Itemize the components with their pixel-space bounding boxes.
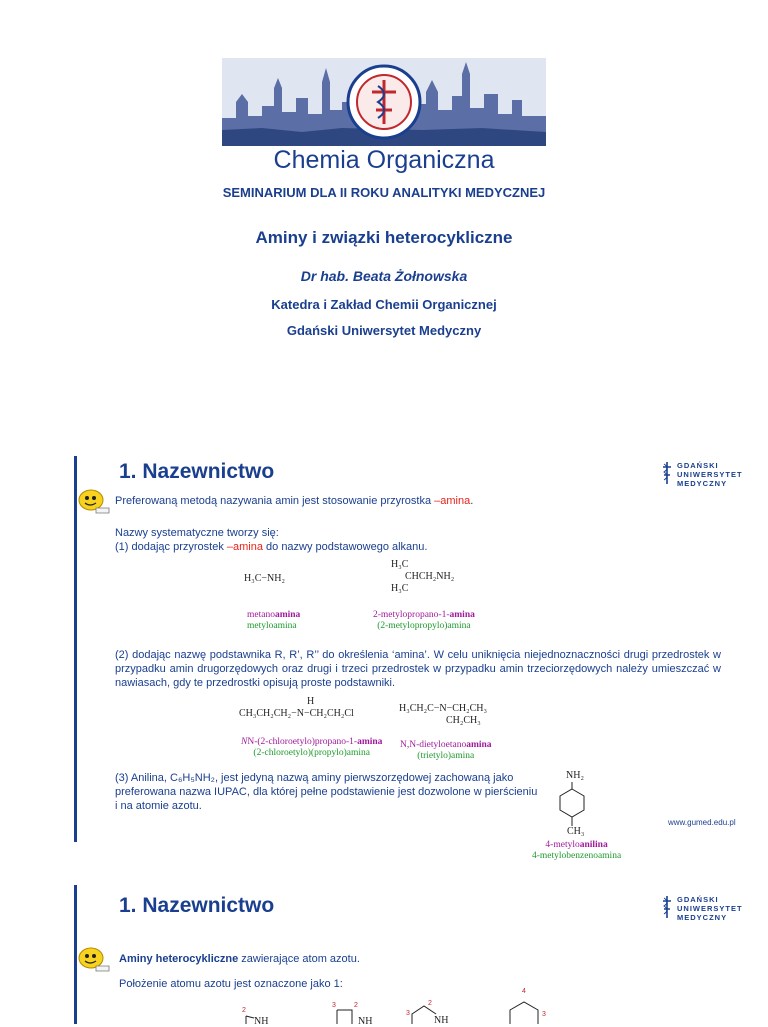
mol4-bottom-group: CH₂CH₃ bbox=[446, 715, 481, 726]
city-skyline-banner bbox=[222, 58, 546, 146]
university-logo bbox=[662, 895, 743, 922]
molecule-4-names bbox=[400, 740, 492, 762]
seminar-subtitle: SEMINARIUM DLA II ROKU ANALITYKI MEDYCZNEJ bbox=[222, 185, 546, 200]
svg-text:3: 3 bbox=[542, 1011, 546, 1018]
logo-line-3: MEDYCZNY bbox=[677, 913, 728, 922]
svg-text:2: 2 bbox=[428, 1000, 432, 1007]
systematic-intro: Nazwy systematyczne tworzy się: bbox=[115, 527, 279, 539]
nitrogen-position-note: Położenie atomu azotu jest oznaczone jako 1: bbox=[119, 978, 343, 990]
logo-line-2: UNIWERSYTET bbox=[677, 470, 743, 479]
author-name: Dr hab. Beata Żołnowska bbox=[300, 268, 468, 284]
intro-suffix-highlight: –amina bbox=[434, 495, 471, 507]
mol3-alt-name: (2-chloroetylo)(propylo)amina bbox=[253, 748, 371, 758]
slide-heading: 1. Nazewnictwo bbox=[119, 460, 275, 483]
slide-heading: 1. Nazewnictwo bbox=[119, 894, 275, 917]
mol2-bottom-group: H₃C bbox=[391, 583, 409, 594]
mol3-chain: CH₃CH₂CH₂−N−CH₂CH₂Cl bbox=[239, 708, 354, 719]
rule-1 bbox=[115, 540, 427, 554]
molecule-2-names bbox=[373, 610, 475, 632]
molecule-methanamine: H₃C−NH₂ bbox=[244, 573, 285, 584]
mol2-alt-name: (2-metylopropylo)amina bbox=[377, 621, 471, 631]
smiley-pointer-icon bbox=[76, 488, 112, 516]
molecule-3-names: NN-(2-chloroetylo)propano-1-amina (2-chloroetylo)(propylo)amina bbox=[241, 737, 383, 758]
molecule-4-structure bbox=[399, 703, 487, 727]
ring-4-position: 4 bbox=[522, 988, 526, 995]
mol5-alt-name: 4-metylobenzenoamina bbox=[532, 851, 622, 861]
website-url: www.gumed.edu.pl bbox=[668, 818, 736, 827]
page-title: Chemia Organiczna bbox=[273, 146, 495, 174]
piperidine-ring-structure bbox=[502, 996, 550, 1024]
lecture-topic: Aminy i związki heterocykliczne bbox=[255, 228, 513, 247]
mol4-alt-name: (trietylo)amina bbox=[417, 751, 475, 761]
heterocyclic-term: Aminy heterocykliczne bbox=[119, 953, 239, 965]
logo-line-2: UNIWERSYTET bbox=[677, 904, 743, 913]
mol4-chain: H₃CH₂C−N−CH₂CH₃ bbox=[399, 703, 488, 714]
rule-1-text: (1) dodając przyrostek bbox=[115, 541, 227, 553]
rule-3: (3) Anilina, C₆H₅NH₂, jest jedyną nazwą aminy pierwszorzędowej zachowaną jako preferowana nazwa IUPAC, dla której pełne podstawienie jest dozwolone w pierścieniu i na atomie azotu. bbox=[115, 772, 538, 812]
molecule-2-structure bbox=[391, 559, 454, 595]
mol5-methyl-group: CH₃ bbox=[567, 826, 585, 837]
mol2-name-prefix: 2-metylopropano-1- bbox=[373, 610, 450, 620]
ring-2-nh: NH bbox=[358, 1016, 373, 1027]
department-name: Katedra i Zakład Chemii Organicznej bbox=[271, 297, 497, 312]
mol1-name-prefix: metano bbox=[247, 610, 275, 620]
mol2-top-group: H₃C bbox=[391, 559, 409, 570]
svg-text:3: 3 bbox=[332, 1002, 336, 1009]
logo-line-3: MEDYCZNY bbox=[677, 479, 728, 488]
ring-1-nh: NH bbox=[254, 1016, 269, 1027]
heterocyclic-intro bbox=[119, 952, 360, 966]
molecule-5-names bbox=[532, 840, 621, 862]
university-logo bbox=[662, 461, 743, 488]
mol3-name-suffix: amina bbox=[357, 737, 383, 747]
svg-text:2: 2 bbox=[242, 1007, 246, 1014]
mol5-name-prefix: 4-metylo bbox=[545, 840, 580, 850]
rule-1-text-end: do nazwy podstawowego alkanu. bbox=[262, 541, 428, 553]
molecule-1-names bbox=[247, 610, 300, 632]
mol4-name-suffix: amina bbox=[466, 740, 492, 750]
intro-text-main: Preferowaną metodą nazywania amin jest stosowanie przyrostka bbox=[115, 495, 435, 507]
university-emblem-icon bbox=[662, 461, 672, 485]
mol2-name-suffix: amina bbox=[449, 610, 475, 620]
smiley-pointer-icon bbox=[76, 946, 112, 974]
university-name: Gdański Uniwersytet Medyczny bbox=[286, 323, 482, 338]
mol5-amino-group: NH₂ bbox=[566, 770, 584, 781]
mol1-name-suffix: amina bbox=[274, 610, 301, 620]
svg-text:2: 2 bbox=[354, 1002, 358, 1009]
intro-text-end: . bbox=[470, 495, 474, 507]
mol3-name-prefix: N-(2-chloroetylo)propano-1- bbox=[247, 737, 358, 747]
mol2-chain: CHCH₂NH₂ bbox=[405, 571, 455, 582]
mol4-name-prefix: N,N-dietyloetano bbox=[400, 740, 467, 750]
mol5-name-suffix: anilina bbox=[579, 840, 608, 850]
ring-3-nh: NH bbox=[434, 1015, 449, 1026]
intro-text bbox=[115, 494, 473, 508]
molecule-3-structure bbox=[239, 696, 354, 720]
rule-2: (2) dodając nazwę podstawnika R, R’, R’’ do określenia ‘amina’. W celu uniknięcia niejednoznaczności drugi przedrostek w przypadku amin drugorzędowych oraz drugi i trzeci przedrostek w przypadku amin trzeciorzędowych należy umieszczać w nawiasach, gdy te przedrostki opisują proste podstawniki. bbox=[115, 649, 721, 689]
mol3-h-atom: H bbox=[307, 696, 315, 707]
benzene-ring-structure bbox=[556, 782, 588, 828]
logo-line-1: GDAŃSKI bbox=[677, 461, 719, 470]
logo-line-1: GDAŃSKI bbox=[677, 895, 719, 904]
university-emblem-icon bbox=[662, 895, 672, 919]
mol1-alt-name: metyloamina bbox=[247, 621, 297, 631]
heterocyclic-intro-rest: zawierające atom azotu. bbox=[238, 953, 360, 965]
rule-1-suffix: –amina bbox=[226, 541, 263, 553]
svg-text:3: 3 bbox=[406, 1010, 410, 1017]
